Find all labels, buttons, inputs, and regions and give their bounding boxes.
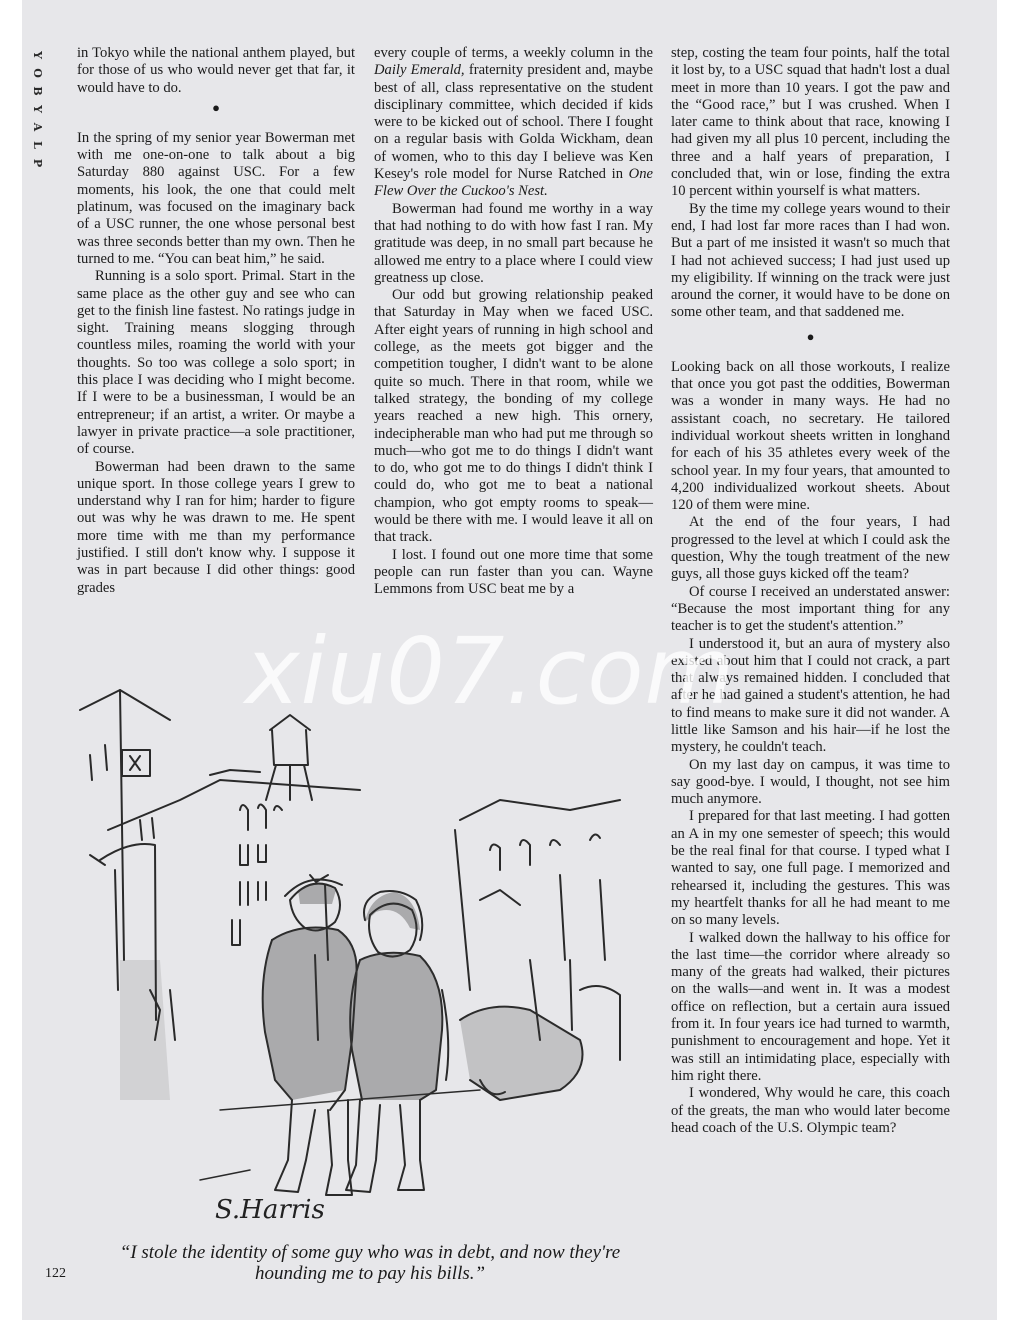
section-label-letter: P — [31, 158, 44, 168]
publication-name: Daily Emerald, — [374, 62, 465, 79]
book-title: One Flew Over the Cuckoo's Nest. — [374, 166, 653, 200]
text-column-3 — [671, 45, 950, 1137]
paragraph: At the end of the four years, I had progressed to the level at which I could ask the question, Why the tough treatment of the new guys, all those guys kicked off the team? — [671, 514, 950, 583]
paragraph: I wondered, Why would he care, this coach of the greats, the man who would later become head coach of the U.S. Olympic team? — [671, 1085, 950, 1136]
text-column-1 — [77, 45, 355, 597]
section-label-letter: L — [31, 141, 44, 149]
paragraph: Bowerman had found me worthy in a way that had nothing to do with how fast I ran. My gratitude was deep, in no small part because he allowed me entry to a place where I could view greatness up close. — [374, 200, 653, 286]
page-number: 122 — [45, 1266, 66, 1281]
section-label-letter: Y — [31, 51, 44, 59]
cartoon-caption: “I stole the identity of some guy who was in debt, and now they're hounding me to pay his bills.” — [119, 1242, 621, 1284]
section-separator: ● — [212, 99, 220, 115]
text-column-2 — [374, 45, 653, 599]
paragraph: By the time my college years wound to their end, I had lost far more races than I had won. But a part of me insisted it wasn't so much that I had not achieved success; I had just used up my eligibility. If winning on the track were just around the corner, it would have to be done on some other team, and that saddened me. — [671, 200, 950, 321]
paragraph: I lost. I found out one more time that some people can run faster than you can. Wayne Lemmons from USC beat me by a — [374, 546, 653, 598]
section-label-vertical — [30, 46, 44, 172]
paragraph: On my last day on campus, it was time to say good-bye. I would, I thought, not see him much anymore. — [671, 756, 950, 808]
paragraph: In the spring of my senior year Bowerman met with me one-on-one to talk about a big Saturday 880 against USC. For a few moments, his look, the one that could melt platinum, was focused on the imaginary back of a USC runner, the one whose personal best was three seconds better than my own. Then he turned to me. “You can beat him,” he said. — [77, 129, 355, 267]
paragraph: Looking back on all those workouts, I realize that once you got past the oddities, Bowerman was a wonder in many ways. He had no assistant coach, no secretary. He tailored individual workout sheets written in longhand for each of his 35 athletes every week of the school year. In my four years, that amounted to 4,200 individualized workout sheets. About 120 of them were mine. — [671, 358, 950, 514]
paragraph: Running is a solo sport. Primal. Start in the same place as the other guy and see who can get to the finish line fastest. No ratings judge in sight. Training means slogging through countless miles, roaming the world with your thoughts. So too was college a solo sport; in this place I was deciding who I might become. If I were to be a businessman, I would be an entrepreneur; if an artist, a writer. Or maybe a lawyer in private practice—a sole practitioner, of course. — [77, 268, 355, 458]
paragraph: step, costing the team four points, half the total it lost by, to a USC squad that hadn't lost a dual meet in more than 10 years. I got the paw and the “Good race,” but I was crushed. When I later came to think about that race, knowing I had given my all plus 10 percent, including the three and a half years of preparation, I concluded that, win or lose, finding the extra 10 percent within yourself is what matters. — [671, 45, 950, 200]
paragraph: in Tokyo while the national anthem played, but for those of us who would never get that far, it would have to do. — [77, 45, 355, 96]
paragraph: Our odd but growing relationship peaked that Saturday in May when we faced USC. After eight years of running in high school and college, as the meets got bigger and the competition tougher, I didn't want to be alone quite so much. There in that room, while we talked strategy, the bonding of my college years reached a new high. This ornery, indecipherable man who had put me through so much—who got me to do things I didn't want to do, who got me to do things I didn't think I could do, who got me to beat a national champion, who got empty rooms to speak—would be there with me. I would leave it all on that track. — [374, 287, 653, 546]
section-separator: ● — [806, 328, 815, 344]
cartoonist-signature: S.Harris — [215, 1195, 325, 1225]
cartoon-illustration — [60, 660, 660, 1240]
section-label-letter: B — [31, 86, 44, 96]
paragraph: I prepared for that last meeting. I had gotten an A in my one semester of speech; this would be the real final for that course. I typed what I wanted to say, one full page. I memorized and rehearsed it, including the gestures. This was my heartfelt thanks for all he had meant to me on so many levels. — [671, 808, 950, 929]
section-label-letter: Y — [31, 105, 44, 113]
section-label-letter: A — [31, 122, 44, 132]
section-label-letter: O — [31, 68, 44, 78]
paragraph: Bowerman had been drawn to the same unique sport. In those college years I grew to understand why I ran for him; harder to figure out was why he was drawn to me. He spent more time with me than my performance justified. I still don't know why. I suppose it was in part because I did other things: good grades — [77, 458, 355, 596]
watermark: xiu07.com — [245, 618, 736, 725]
paragraph: Of course I received an understated answer: “Because the most important thing for any teacher is to get the student's attention.” — [671, 583, 950, 635]
paragraph: every couple of terms, a weekly column in the Daily Emerald, fraternity president and, maybe best of all, class representative on the student disciplinary committee, which decided if kids were to be kicked out of school. There I fought on a regular basis with Golda Wickham, dean of women, who to this day I believe was Ken Kesey's role model for Nurse Ratched in One Flew Over the Cuckoo's Nest. — [374, 45, 654, 200]
paragraph: I understood it, but an aura of mystery also existed about him that I could not crack, a part that always remained hidden. I concluded that after he had gained a student's attention, he had to find means to make sure it did not wander. A little like Samson and his hair—if he lost the mystery, he couldn't teach. — [671, 635, 950, 756]
paragraph: I walked down the hallway to his office for the last time—the corridor where already so many of the greats had walked, their pictures on the walls—and went in. It was a modest office on reflection, but a certain aura issued from it. In four years ice had turned to warmth, punishment to encouragement and hope. Yet it was still an intimidating place, especially with him right there. — [671, 929, 950, 1084]
